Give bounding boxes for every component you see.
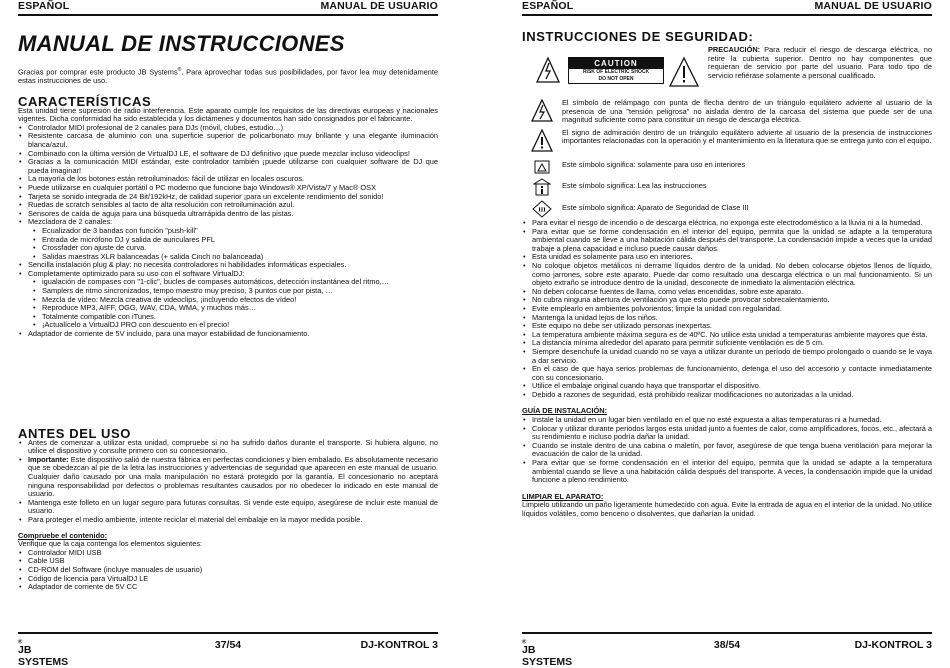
symbol-row-class3: III Este símbolo significa: Aparato de Seguridad de Clase III bbox=[522, 200, 932, 218]
before-use-section bbox=[18, 426, 438, 592]
clean-text: Limpielo utilizando un paño ligeramente humedecido con agua. Evite la entrada de agua en el interior de la unidad. No utilice líquidos volátiles, como benceno o disolventes, que dañarían la unidad. bbox=[522, 500, 932, 518]
list-item: • Adaptador de corriente de 5V incluido, para una mayor estabilidad de funcionamiento. bbox=[28, 330, 438, 339]
lightning-triangle-icon bbox=[531, 99, 553, 123]
footer-brand: JB SYSTEMS ® bbox=[522, 639, 573, 668]
list-item: • Sencilla instalación plug & play: no necesita controladores ni habilidades informáticas especiales. bbox=[28, 261, 438, 270]
list-item: • Importante: Este dispositivo salió de nuestra fábrica en perfectas condiciones y bien embalado. Es absolutamente necesario que se obedezcan al pie de la letra las instrucciones y advertencias de seguridad que aparecen en este manual de usuario. Cualquier daño causado por una mala manipulación no estará protegido por la garantía. El concesionario no aceptará ninguna responsabilidad por defectos o problemas resultantes causados por no obedecer lo indicado en este manual de usuario. bbox=[28, 456, 438, 499]
list-item: • Cable USB bbox=[28, 557, 438, 566]
list-item: • Código de licencia para VirtualDJ LE bbox=[28, 575, 438, 584]
list-item: • Entrada de micrófono DJ y salida de auriculares PFL bbox=[42, 236, 438, 245]
list-item: • Controlador MIDI profesional de 2 canales para DJs (móvil, clubes, estudio…) bbox=[28, 124, 438, 133]
symbol-row-exclamation: El signo de admiración dentro de un triángulo equilátero advierte al usuario de la presencia de instrucciones importantes relacionadas con la operación y el mantenimiento en la literatura que se entrega junto con el equipo. bbox=[522, 129, 932, 153]
intro-block bbox=[18, 66, 438, 86]
list-item: • La temperatura ambiente máxima segura es de 40ºC. No utilice esta unidad a temperaturas ambiente mayores que ésta. bbox=[532, 331, 932, 340]
list-item: • Combinado con la última versión de VirtualDJ LE, el software de DJ definitivo ¡que puede mezclar incluso videoclips! bbox=[28, 150, 438, 159]
list-item: • En el caso de que haya serios problemas de funcionamiento, detenga el uso del accesorio y contacte inmediatamente con su concesionario. bbox=[532, 365, 932, 382]
symbol-row-read: Este símbolo significa: Lea las instrucciones bbox=[522, 178, 932, 196]
features-list bbox=[18, 124, 438, 339]
list-item: • Mezcladora de 2 canales: • Ecualizador de 3 bandas con función "push-kill" • Entrada de micrófono DJ y salida de auriculares PFL • Crossfader con ajuste de curva. • Salidas maestras XLR balanceadas (+ salida Cinch no balanceada) bbox=[28, 218, 438, 261]
class-iii-diamond-icon bbox=[532, 200, 552, 218]
header-doc-type: MANUAL DE USUARIO bbox=[814, 0, 932, 12]
list-item: • Para evitar que se forme condensación en el interior del equipo, permita que la unidad se adapte a la temperatura ambiental cuando se lleve a una habitación cálida después del transporte. A veces, la condensación impide que la unidad funcione a pleno rendimiento. bbox=[532, 459, 932, 485]
list-item: • No deben colocarse fuentes de llama, como velas encendidas, sobre este aparato. bbox=[532, 288, 932, 297]
right-page bbox=[522, 0, 932, 668]
list-item: • No cubra ninguna abertura de ventilación ya que esto puede provocar sobrecalentamiento. bbox=[532, 296, 932, 305]
safety-heading: INSTRUCCIONES DE SEGURIDAD: bbox=[522, 29, 754, 44]
list-item: • Puede utilizarse en cualquier portátil o PC moderno que funcione bajo Windows® XP/Vista/7 y Mac® OSX bbox=[28, 184, 438, 193]
before-use-heading: ANTES DEL USO bbox=[18, 426, 132, 441]
features-section bbox=[18, 94, 438, 339]
list-item: • Sensores de caída de aguja para una búsqueda ultrarrápida dentro de las pistas. bbox=[28, 210, 438, 219]
footer-brand: JB SYSTEMS ® bbox=[18, 639, 69, 668]
list-item: • Ecualizador de 3 bandas con función "push-kill" bbox=[42, 227, 438, 236]
precaution-text: PRECAUCIÓN: Para reducir el riesgo de descarga eléctrica, no retire la cubierta superior. Dentro no hay componentes que requieran de servicio por parte del usuario. Para todo tipo de servicio refiérase solamente a personal cualificado. bbox=[708, 45, 932, 80]
mixer-sublist bbox=[28, 227, 438, 261]
exclamation-triangle-icon bbox=[531, 129, 553, 153]
list-item: • Totalmente compatible con iTunes. bbox=[42, 313, 438, 322]
list-item: • Para evitar que se forme condensación en el interior del equipo, permita que la unidad se adapte a la temperatura ambiental cuando se lleve a una habitación cálida después del transporte. La condensación impide a veces que la unidad trabaje a plena capacidad e incluso puede causar daños. bbox=[532, 228, 932, 254]
list-item: • Adaptador de corriente de 5V CC bbox=[28, 583, 438, 592]
list-item: • Completamente optimizado para su uso con el software VirtualDJ: • igualación de compases con "1-clic", bucles de compases automáticos, detección instantánea del ritmo,… • Samplers de ritmo sincronizados, tempo maestro muy preciso, 3 puntos cue por pista, … • Mezcla de vídeo: Mezcla creativa de videoclips, ¡incluyendo efectos de vídeo! • Reproduce MP3, AIFF, OGG, WAV, CDA, WMA, y muchos más… • Totalmente compatible con iTunes. • ¡Actualícelo a VirtualDJ PRO con descuento en el precio! bbox=[28, 270, 438, 330]
symbol-row-lightning: El símbolo de relámpago con punta de flecha dentro de un triángulo equilátero advierte al usuario de la presencia de una "tensión peligrosa" no aislada dentro de la carcasa del sistema que puede ser de una magnitud suficiente como para constituir un riesgo de descarga eléctrica. bbox=[522, 99, 932, 125]
header-language: ESPAÑOL bbox=[522, 0, 574, 12]
install-list bbox=[522, 416, 932, 485]
list-item: • ¡Actualícelo a VirtualDJ PRO con descuento en el precio! bbox=[42, 321, 438, 330]
list-item: • Salidas maestras XLR balanceadas (+ salida Cinch no balanceada) bbox=[42, 253, 438, 262]
list-item: • Antes de comenzar a utilizar esta unidad, compruebe si no ha sufrido daños durante el transporte. Si hubiera alguno, no utilice el dispositivo y consulte primero con su concesionario. bbox=[28, 439, 438, 456]
list-item: • igualación de compases con "1-clic", bucles de compases automáticos, detección instantánea del ritmo,… bbox=[42, 278, 438, 287]
list-item: • Controlador MIDI USB bbox=[28, 549, 438, 558]
list-item: • Mantenga este folleto en un lugar seguro para futuras consultas. Si vende este equipo, asegúrese de incluir este manual de usuario. bbox=[28, 499, 438, 516]
symbol-row-indoor: Este símbolo significa: solamente para uso en interiores bbox=[522, 158, 932, 174]
list-item: • Debido a razones de seguridad, está prohibido realizar modificaciones no autorizadas a la unidad. bbox=[532, 391, 932, 400]
page-footer bbox=[522, 632, 932, 668]
list-item: • Cuando se instale dentro de una cabina o maletín, por favor, asegúrese de que tenga buena ventilación para mejorar la evacuación de calor de la unidad. bbox=[532, 442, 932, 459]
list-item: • Para proteger el medio ambiente, intente reciclar el material del embalaje en la mayor medida posible. bbox=[28, 516, 438, 525]
list-item: • Resistente carcasa de aluminio con una superficie superior de policarbonato muy brillante y una elegante iluminación blanca/azul. bbox=[28, 132, 438, 149]
page-footer bbox=[18, 632, 438, 668]
list-item: • Mantenga la unidad lejos de los niños. bbox=[532, 314, 932, 323]
list-item: • No coloque objetos metálicos ni derrame líquidos dentro de la unidad. No deben colocarse objetos llenos de líquido, como jarrones, sobre este aparato. Puede dar como resultado una descarga eléctrica o un mal funcionamiento. Si un objeto extraño se introduce dentro de la unidad, desconecte de inmediato la alimentación eléctrica. bbox=[532, 262, 932, 288]
install-heading: GUÍA DE INSTALACIÓN: bbox=[522, 406, 607, 416]
list-item: • Samplers de ritmo sincronizados, tempo maestro muy preciso, 3 puntos cue por pista, … bbox=[42, 287, 438, 296]
list-item: • Tarjeta se sonido integrada de 24 Bit/192kHz, de calidad superior ¡para un excelente rendimiento del sonido! bbox=[28, 193, 438, 202]
left-page bbox=[18, 0, 438, 668]
list-item: • Evite emplearlo en ambientes polvorientos; limpie la unidad con regularidad. bbox=[532, 305, 932, 314]
page-header bbox=[18, 0, 438, 16]
list-item: • La distancia mínima alrededor del aparato para permitir suficiente ventilación es de 5 cm. bbox=[532, 339, 932, 348]
caution-box bbox=[568, 57, 664, 84]
caution-line-1: RISK OF ELECTRIC SHOCK bbox=[582, 69, 650, 75]
footer-model: DJ-KONTROL 3 bbox=[360, 639, 438, 651]
features-heading: CARACTERÍSTICAS bbox=[18, 94, 152, 109]
list-item: • Siempre desenchufe la unidad cuando no se vaya a utilizar durante un período de tiempo prolongado o cuando se le vaya a dar servicio. bbox=[532, 348, 932, 365]
list-item: • Ruedas de scratch sensibles al tacto de alta resolución con retroiluminación azul. bbox=[28, 201, 438, 210]
header-doc-type: MANUAL DE USUARIO bbox=[320, 0, 438, 12]
footer-page-number: 37/54 bbox=[214, 639, 242, 651]
before-use-list bbox=[18, 439, 438, 525]
list-item: • Crossfader con ajuste de curva. bbox=[42, 244, 438, 253]
safety-list bbox=[522, 219, 932, 399]
list-item: • Instale la unidad en un lugar bien ventilado en el que no esté expuesta a altas temperaturas ni a humedad. bbox=[532, 416, 932, 425]
contents-heading: Compruebe el contenido: bbox=[18, 530, 108, 540]
list-item: • Reproduce MP3, AIFF, OGG, WAV, CDA, WMA, y muchos más… bbox=[42, 304, 438, 313]
list-item: • Este equipo no debe ser utilizado personas inexpertas. bbox=[532, 322, 932, 331]
list-item: • CD-ROM del Software (incluye manuales de usuario) bbox=[28, 566, 438, 575]
caution-line-2: DO NOT OPEN bbox=[598, 76, 634, 82]
caution-label bbox=[536, 52, 706, 94]
list-item: • La mayoría de los botones están retroiluminados: fácil de utilizar en locales oscuros. bbox=[28, 175, 438, 184]
footer-model: DJ-KONTROL 3 bbox=[854, 639, 932, 651]
contents-list bbox=[18, 549, 438, 592]
svg-text:III: III bbox=[538, 206, 546, 214]
header-language: ESPAÑOL bbox=[18, 0, 70, 12]
caution-title: CAUTION bbox=[569, 58, 663, 69]
footer-page-number: 38/54 bbox=[713, 639, 741, 651]
list-item: • Utilice el embalaje original cuando haya que transportar el dispositivo. bbox=[532, 382, 932, 391]
list-item: • Mezcla de vídeo: Mezcla creativa de videoclips, ¡incluyendo efectos de vídeo! bbox=[42, 296, 438, 305]
features-intro: Esta unidad tiene supresión de radio interferencia. Este aparato cumple los requisitos de las directivas europeas y nacionales vigentes. Dicha conformidad ha sido establecida y los dictámenes y documentos han sido consignados por el fabricante. bbox=[18, 105, 438, 124]
read-instructions-icon bbox=[533, 178, 551, 196]
list-item: • Esta unidad es solamente para uso en interiores. bbox=[532, 253, 932, 262]
page-header bbox=[522, 0, 932, 16]
indoor-house-icon bbox=[533, 158, 551, 174]
contents-intro: Verifique que la caja contenga los elementos siguientes: bbox=[18, 539, 203, 549]
safety-section bbox=[522, 219, 932, 519]
virtualdj-sublist bbox=[28, 278, 438, 330]
clean-heading: LIMPIAR EL APARATO: bbox=[522, 491, 604, 501]
list-item: • Colocar y utilizar durante periodos largos esta unidad junto a fuentes de calor, como amplificadores, focos, etc., afectará a su rendimiento e incluso podría dañar la unidad. bbox=[532, 425, 932, 442]
page-title: MANUAL DE INSTRUCCIONES bbox=[18, 31, 345, 56]
list-item: • Gracias a la comunicación MIDI estándar, este controlador también ¡puede utilizarse con cualquier software de DJ que pueda imaginar! bbox=[28, 158, 438, 175]
list-item: • Para evitar el riesgo de incendio o de descarga eléctrica, no exponga este electrodoméstico a la lluvia ni a la humedad. bbox=[532, 219, 932, 228]
symbols-section bbox=[522, 99, 932, 218]
intro-paragraph: Gracias por comprar este producto JB Systems®. Para aprovechar todas sus posibilidades, por favor lea muy detenidamente estas instrucciones de uso. bbox=[18, 67, 438, 86]
